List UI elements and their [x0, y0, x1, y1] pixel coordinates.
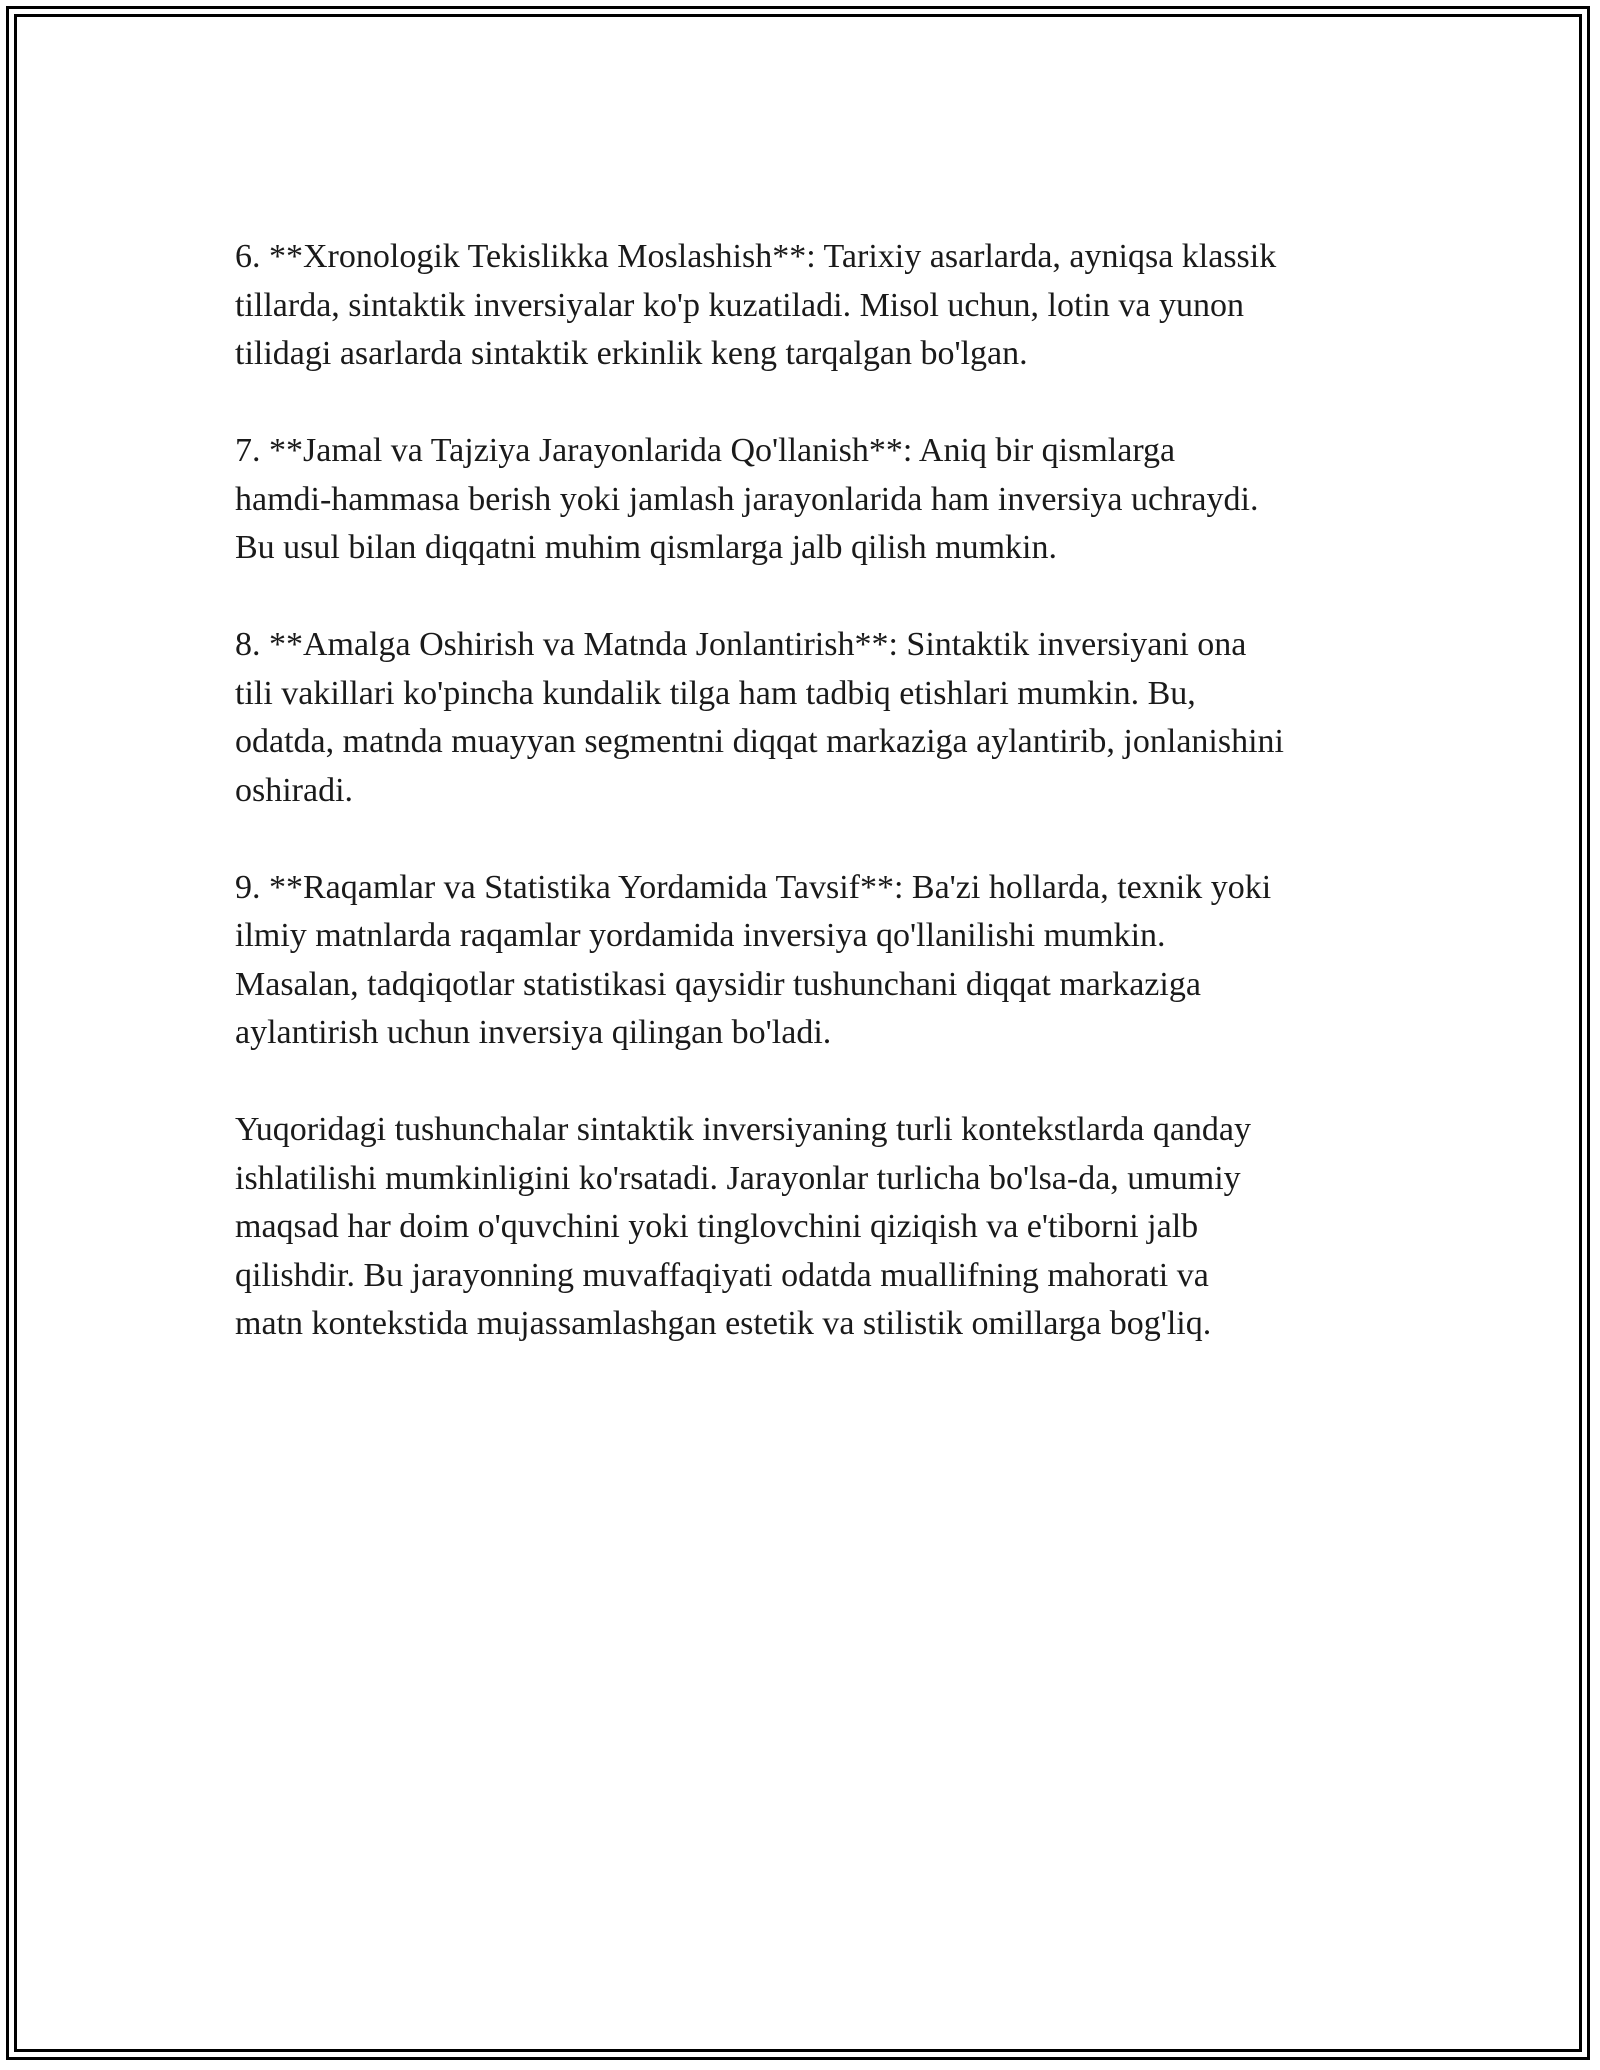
- conclusion-paragraph: Yuqoridagi tushunchalar sintaktik inversiyaning turli kontekstlarda qanday ishlatilishi mumkinligini ko'rsatadi. Jarayonlar turlicha bo'lsa-da, umumiy maqsad har doim o'quvchini yoki tinglovchini qiziqish va e'tiborni jalb qilishdir. Bu jarayonning muvaffaqiyati odatda muallifning mahorati va matn kontekstida mujassamlashgan estetik va stilistik omillarga bog'liq.: [235, 1111, 1251, 1342]
- paragraph-item-7: 7. **Jamal va Tajziya Jarayonlarida Qo'llanish**: Aniq bir qismlarga hamdi-hammasa berish yoki jamlash jarayonlarida ham inversiya uchraydi. Bu usul bilan diqqatni muhim qismlarga jalb qilish mumkin.: [235, 432, 1259, 566]
- document-body: [235, 233, 1395, 1397]
- paragraph-item-8: 8. **Amalga Oshirish va Matnda Jonlantirish**: Sintaktik inversiyani ona tili vakillari ko'pincha kundalik tilga ham tadbiq etishlari mumkin. Bu, odatda, matnda muayyan segmentni diqqat markaziga aylantirib, jonlanishini oshiradi.: [235, 626, 1284, 809]
- paragraph-item-6: 6. **Xronologik Tekislikka Moslashish**: Tarixiy asarlarda, ayniqsa klassik tillarda, sintaktik inversiyalar ko'p kuzatiladi. Misol uchun, lotin va yunon tilidagi asarlarda sintaktik erkinlik keng tarqalgan bo'lgan.: [235, 238, 1277, 372]
- paragraph-item-9: 9. **Raqamlar va Statistika Yordamida Tavsif**: Ba'zi hollarda, texnik yoki ilmiy matnlarda raqamlar yordamida inversiya qo'llanilishi mumkin. Masalan, tadqiqotlar statistikasi qaysidir tushunchani diqqat markaziga aylantirish uchun inversiya qilingan bo'ladi.: [235, 868, 1272, 1051]
